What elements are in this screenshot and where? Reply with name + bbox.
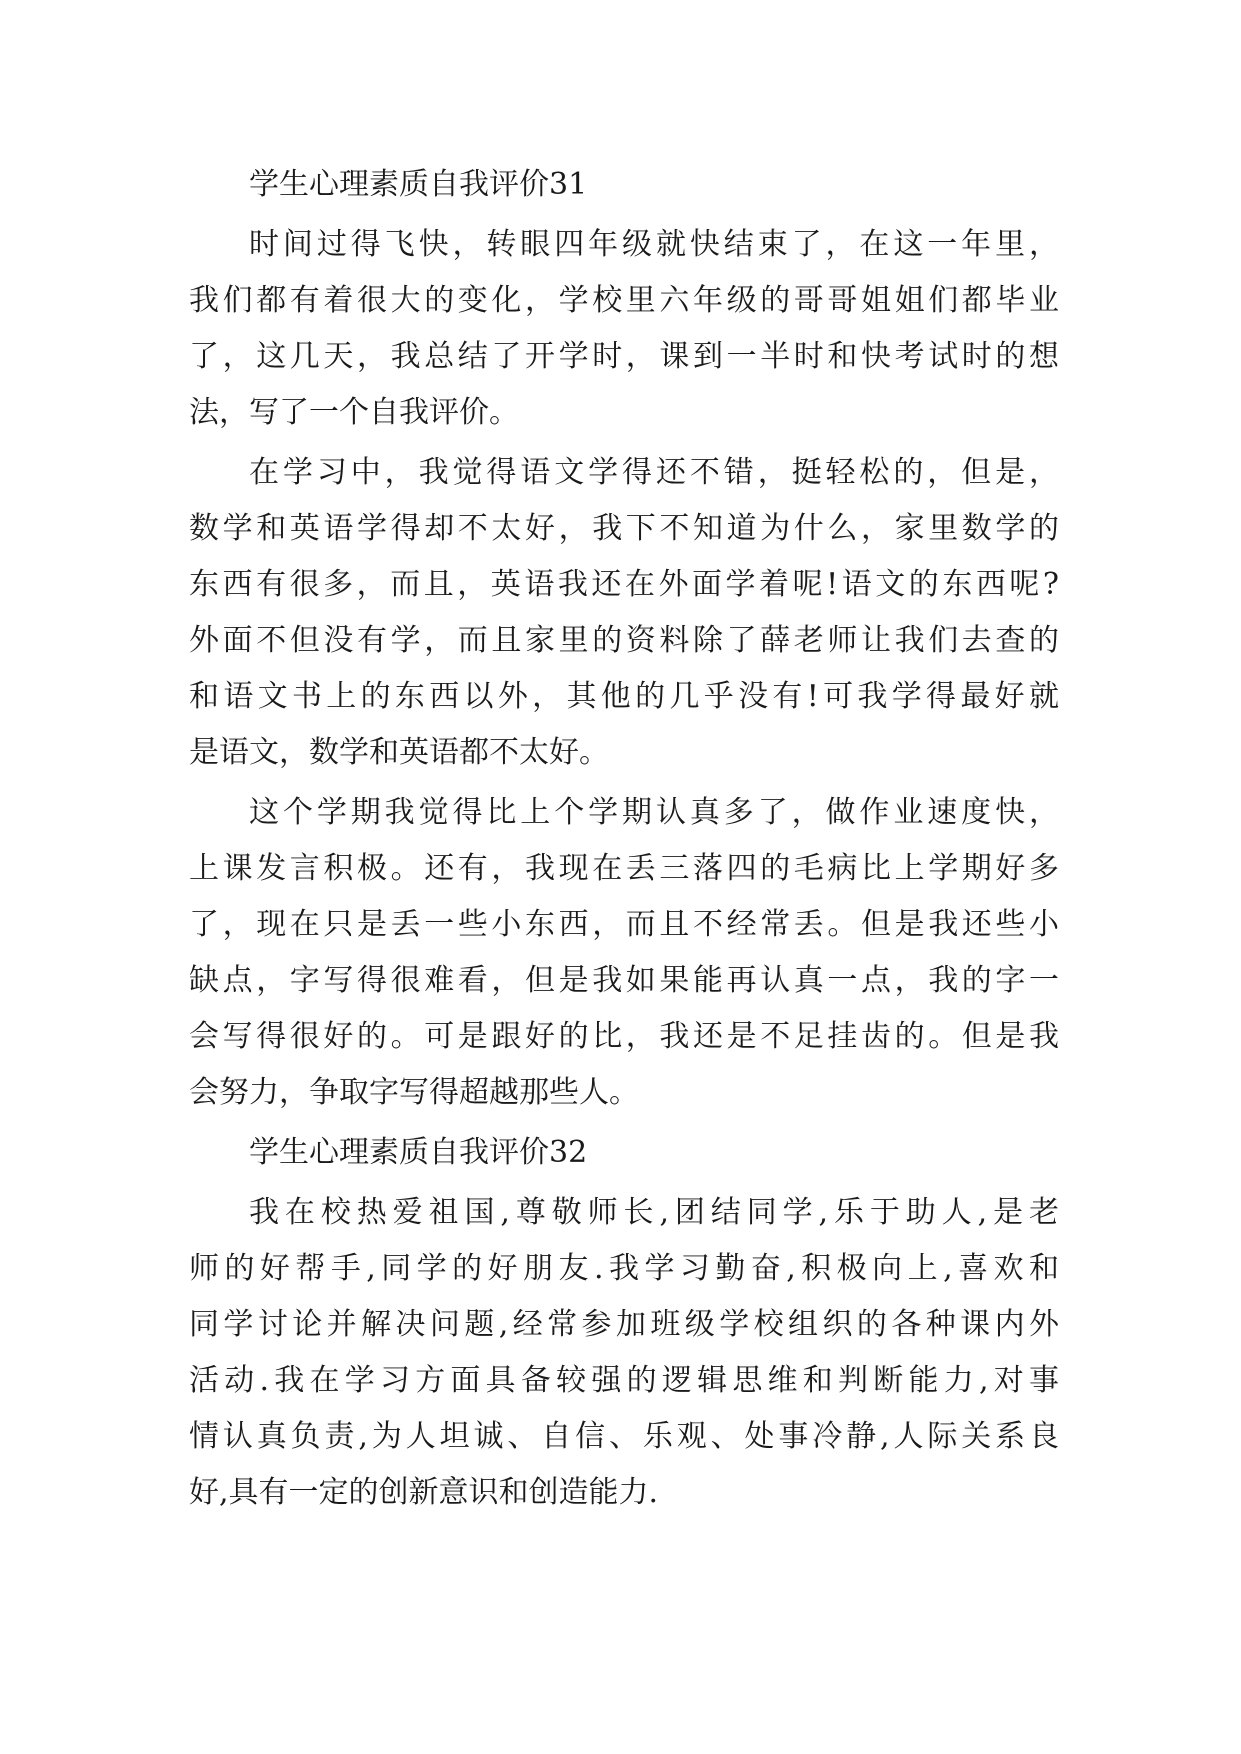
paragraph <box>189 1185 1059 1521</box>
paragraph-line: 师的好帮手,同学的好朋友.我学习勤奋,积极向上,喜欢和 <box>189 1251 1059 1286</box>
paragraph-line: 东西有很多，而且，英语我还在外面学着呢!语文的东西呢? <box>189 567 1059 602</box>
paragraph-line: 时间过得飞快，转眼四年级就快结束了，在这一年里， <box>249 227 1059 262</box>
paragraph-line: 好,具有一定的创新意识和创造能力. <box>189 1475 659 1510</box>
paragraph <box>189 445 1059 781</box>
paragraph-line: 了，这几天，我总结了开学时，课到一半时和快考试时的想 <box>189 339 1059 374</box>
paragraph-line: 在学习中，我觉得语文学得还不错，挺轻松的，但是， <box>249 455 1059 490</box>
paragraph-line: 会努力，争取字写得超越那些人。 <box>189 1075 639 1110</box>
paragraph-line: 是语文，数学和英语都不太好。 <box>189 735 609 770</box>
paragraph-line: 我在校热爱祖国,尊敬师长,团结同学,乐于助人,是老 <box>249 1195 1059 1230</box>
paragraph-line: 这个学期我觉得比上个学期认真多了，做作业速度快， <box>249 795 1059 830</box>
paragraph-line: 法，写了一个自我评价。 <box>189 395 519 430</box>
paragraph-line: 同学讨论并解决问题,经常参加班级学校组织的各种课内外 <box>189 1307 1059 1342</box>
paragraph-line: 上课发言积极。还有，我现在丢三落四的毛病比上学期好多 <box>189 851 1059 886</box>
section-heading: 学生心理素质自我评价32 <box>249 1135 588 1170</box>
paragraph-line: 会写得很好的。可是跟好的比，我还是不足挂齿的。但是我 <box>189 1019 1059 1054</box>
paragraph <box>189 785 1059 1121</box>
paragraph-line: 活动.我在学习方面具备较强的逻辑思维和判断能力,对事 <box>189 1363 1059 1398</box>
paragraph-line: 和语文书上的东西以外，其他的几乎没有!可我学得最好就 <box>189 679 1059 714</box>
section-heading: 学生心理素质自我评价31 <box>249 167 588 202</box>
paragraph-line: 外面不但没有学，而且家里的资料除了薛老师让我们去查的 <box>189 623 1059 658</box>
document-page <box>189 157 1059 1521</box>
paragraph-line: 缺点，字写得很难看，但是我如果能再认真一点，我的字一 <box>189 963 1059 998</box>
paragraph <box>189 217 1059 441</box>
paragraph-line: 数学和英语学得却不太好，我下不知道为什么，家里数学的 <box>189 511 1059 546</box>
paragraph-line: 了，现在只是丢一些小东西，而且不经常丢。但是我还些小 <box>189 907 1059 942</box>
paragraph-line: 情认真负责,为人坦诚、自信、乐观、处事冷静,人际关系良 <box>189 1419 1059 1454</box>
paragraph-line: 我们都有着很大的变化，学校里六年级的哥哥姐姐们都毕业 <box>189 283 1059 318</box>
